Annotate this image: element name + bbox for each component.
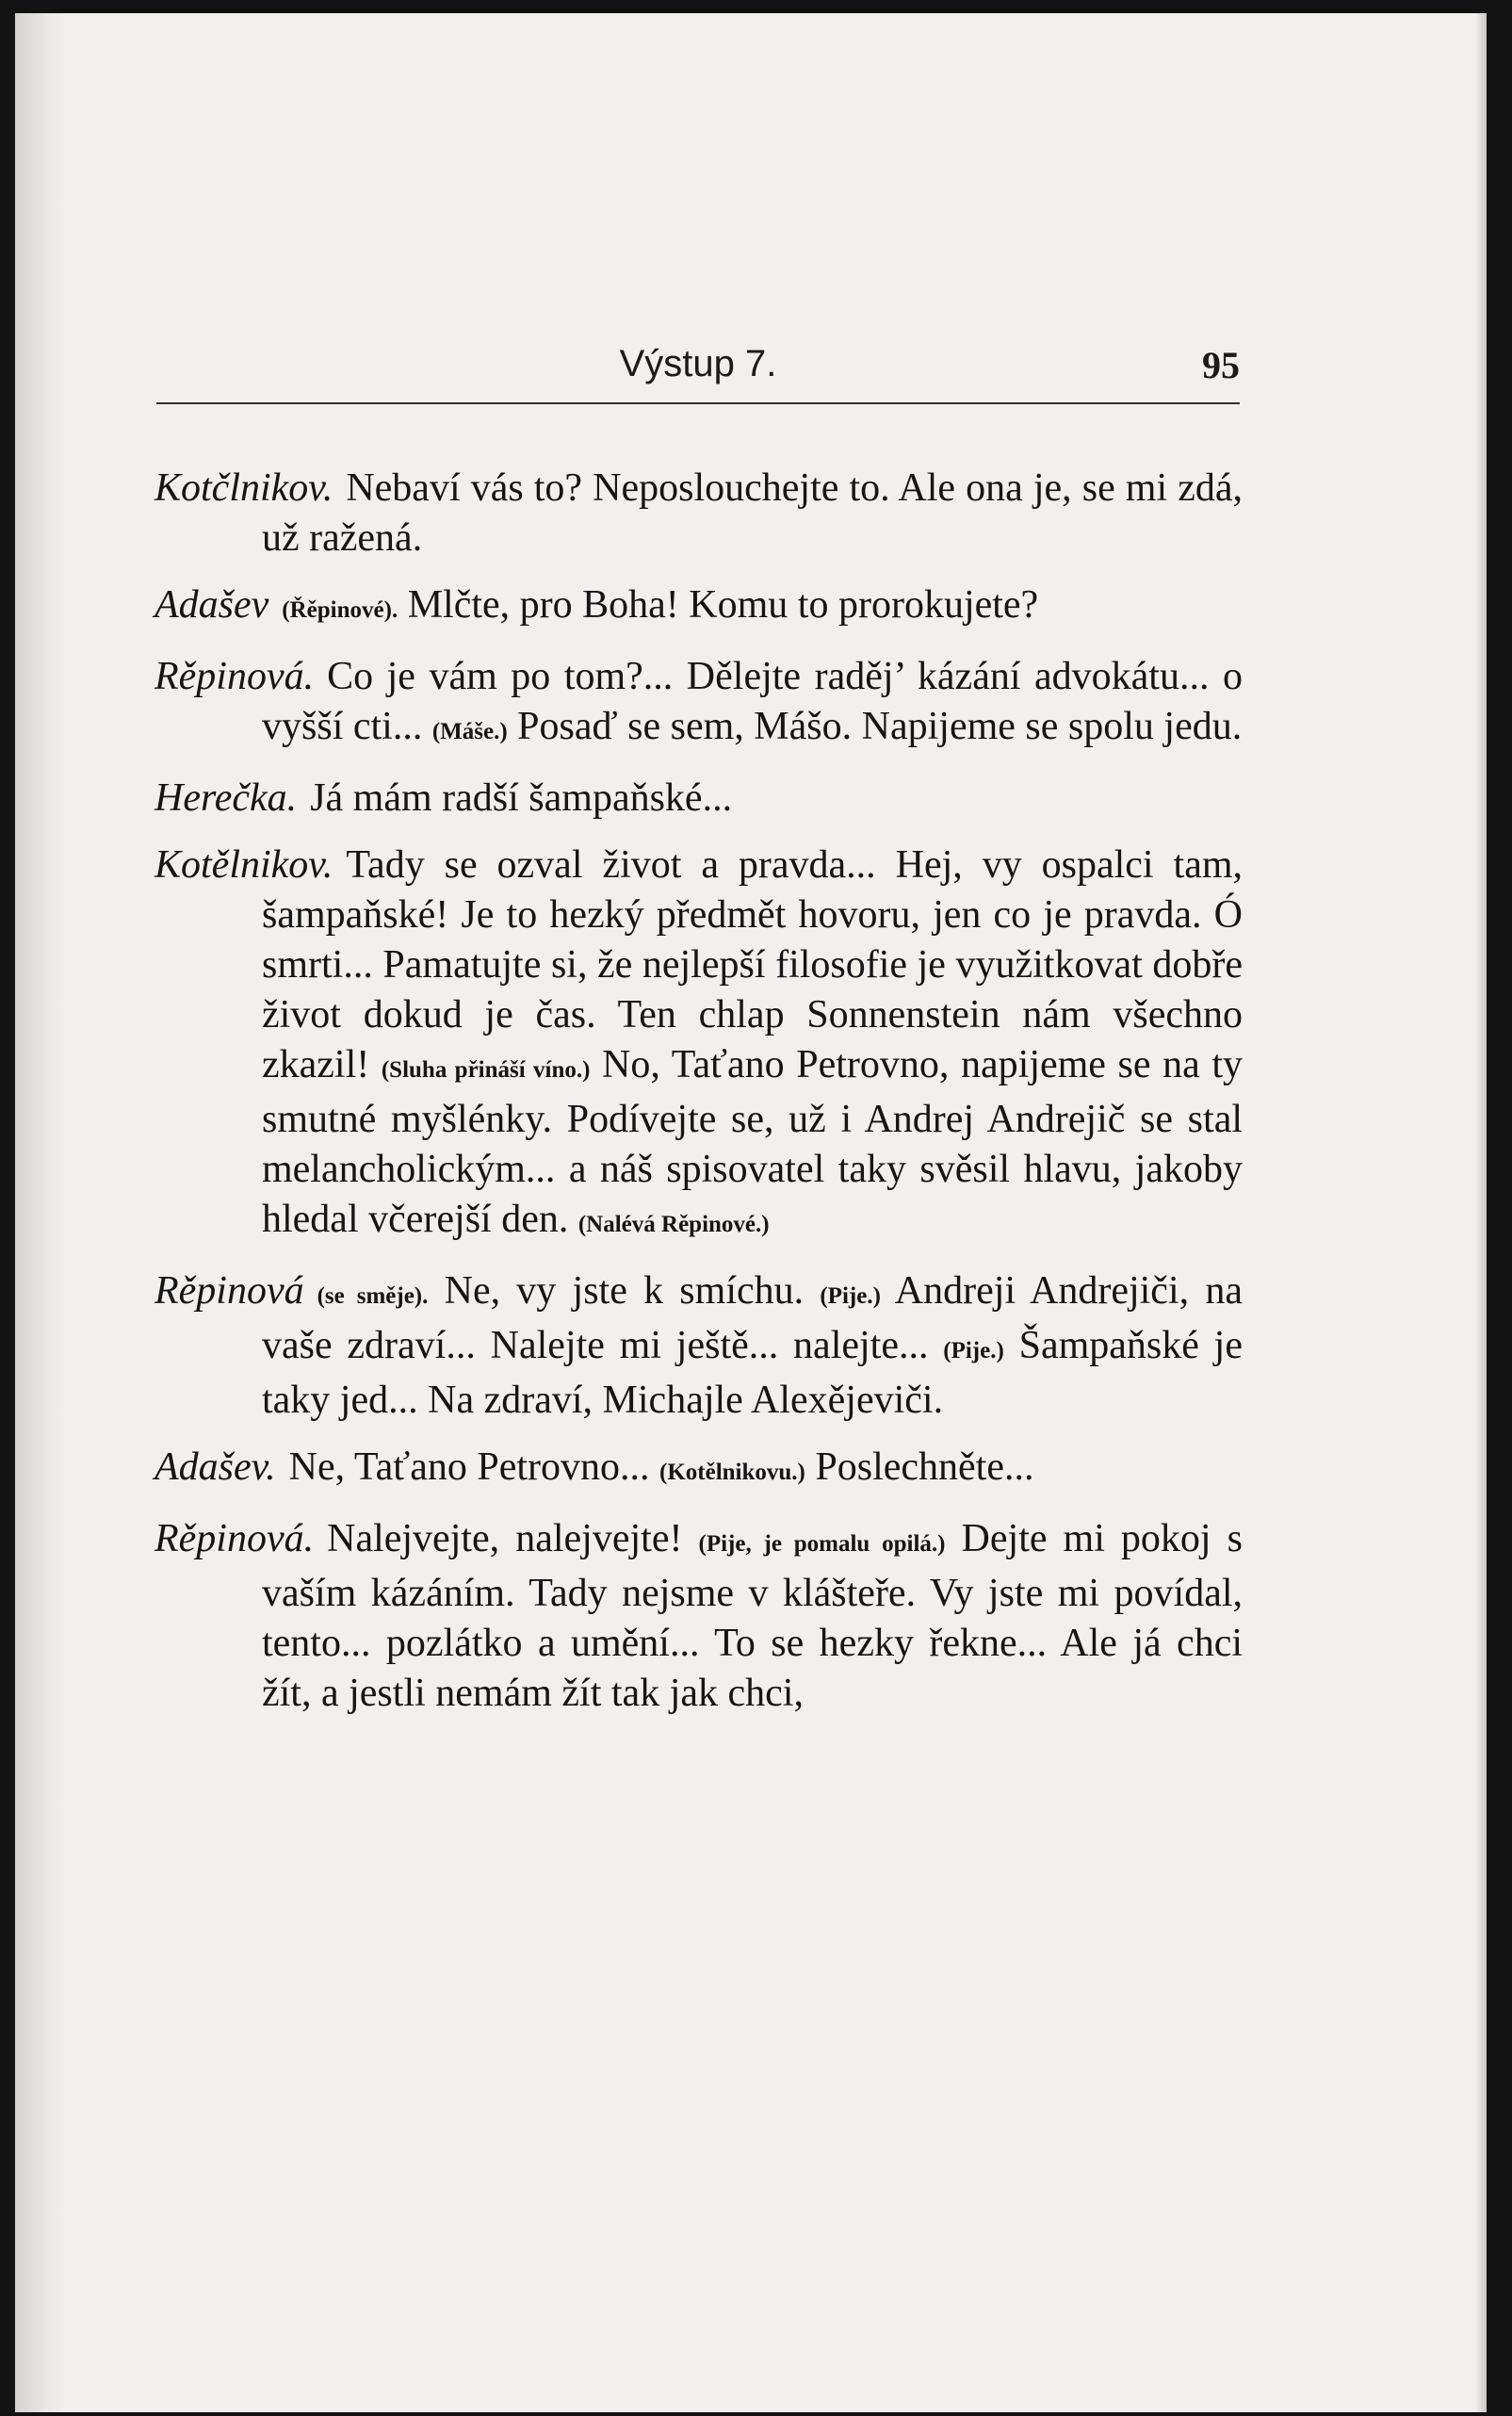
dialogue-text: Tady se ozval život a pravda... Hej, vy ospalci tam, šampaňské! Je to hezký předmět hovoru, jen co je pravda. Ó smrti... Pamatujte si, že nejlepší filosofie je využitkovat dobře život dokud je čas. Ten chlap Sonnenstein nám všechno zkazil! [262, 843, 1243, 1086]
dialogue-text: No, Taťano Petrovno, napijeme se na ty smutné myšlénky. Podívejte se, už i Andrej Andrejič se stal melancholickým... a náš spisovatel taky svěsil hlavu, jakoby hledal včerejší den. [262, 1043, 1244, 1241]
page-spine-shadow [15, 13, 64, 2412]
speaker-name: Rěpinová. [154, 655, 315, 698]
speaker-name: Adašev [154, 583, 269, 627]
dialogue-text: Ne, Taťano Petrovno... [288, 1445, 659, 1489]
dialogue-text: Co je vám po tom?... Dělejte raděj’ kázání advokátu... o vyšší cti... [262, 655, 1243, 748]
speech [154, 1514, 1243, 1719]
speaker-name: Adašev. [154, 1445, 276, 1489]
speech [154, 652, 1243, 757]
page-header [156, 343, 1240, 400]
dialogue-text: Mlčte, pro Boha! Komu to prorokujete? [398, 583, 1039, 627]
running-title: Výstup 7. [619, 343, 777, 384]
stage-direction: (Máše.) [431, 719, 508, 744]
dialogue-text: Ne, vy jste k smíchu. [428, 1269, 821, 1313]
speaker-name: Rěpinová. [154, 1517, 315, 1560]
speaker-name: Kotělnikov. [154, 843, 333, 887]
dialogue-text: Andreji Andrejiči, na vaše zdraví... Nalejte mi ještě... nalejte... [262, 1269, 1243, 1367]
dialogue-text: Nebaví vás to? Neposlouchejte to. Ale ona je, se mi zdá, už ražená. [262, 466, 1243, 560]
dialogue-text: Já mám radší šampaňské... [310, 776, 733, 820]
dialogue-text: Poslechněte... [805, 1445, 1034, 1489]
stage-direction: (se směje). [317, 1283, 429, 1309]
speaker-name: Kotčlnikov. [154, 466, 333, 510]
dialogue-text: Šampaňské je taky jed... Na zdraví, Michajle Alexějeviči. [262, 1324, 1243, 1422]
stage-direction: (Pije.) [820, 1283, 881, 1309]
stage-direction: (Sluha přináší víno.) [381, 1057, 591, 1083]
speech [154, 1266, 1243, 1426]
stage-direction: (Nalévá Rěpinové.) [577, 1212, 770, 1237]
book-page [15, 13, 1487, 2412]
stage-direction: (Pije.) [943, 1338, 1004, 1363]
play-text [154, 464, 1243, 1736]
speech [154, 774, 1243, 824]
page-edge-shadow [1475, 13, 1487, 2412]
speech [154, 1443, 1243, 1497]
speech [154, 580, 1243, 635]
stage-direction: (Řěpinové). [282, 597, 398, 623]
speaker-name: Rěpinová [154, 1269, 304, 1313]
speaker-name: Herečka. [154, 776, 298, 820]
speech [154, 464, 1243, 563]
speech [154, 841, 1243, 1249]
stage-direction: (Pije, je pomalu opilá.) [698, 1531, 946, 1557]
dialogue-text: Posaď se sem, Mášo. Napijeme se spolu jedu. [507, 705, 1243, 748]
stage-direction: (Kotělnikovu.) [659, 1460, 805, 1485]
dialogue-text: Dejte mi pokoj s vaším kázáním. Tady nejsme v klášteře. Vy jste mi povídal, tento... pozlátko a umění... To se hezky řekne... Ale já chci žít, a jestli nemám žít tak jak chci, [262, 1517, 1243, 1715]
dialogue-text: Nalejvejte, nalejvejte! [327, 1517, 699, 1560]
header-rule [156, 402, 1240, 404]
page-number: 95 [1202, 344, 1240, 386]
